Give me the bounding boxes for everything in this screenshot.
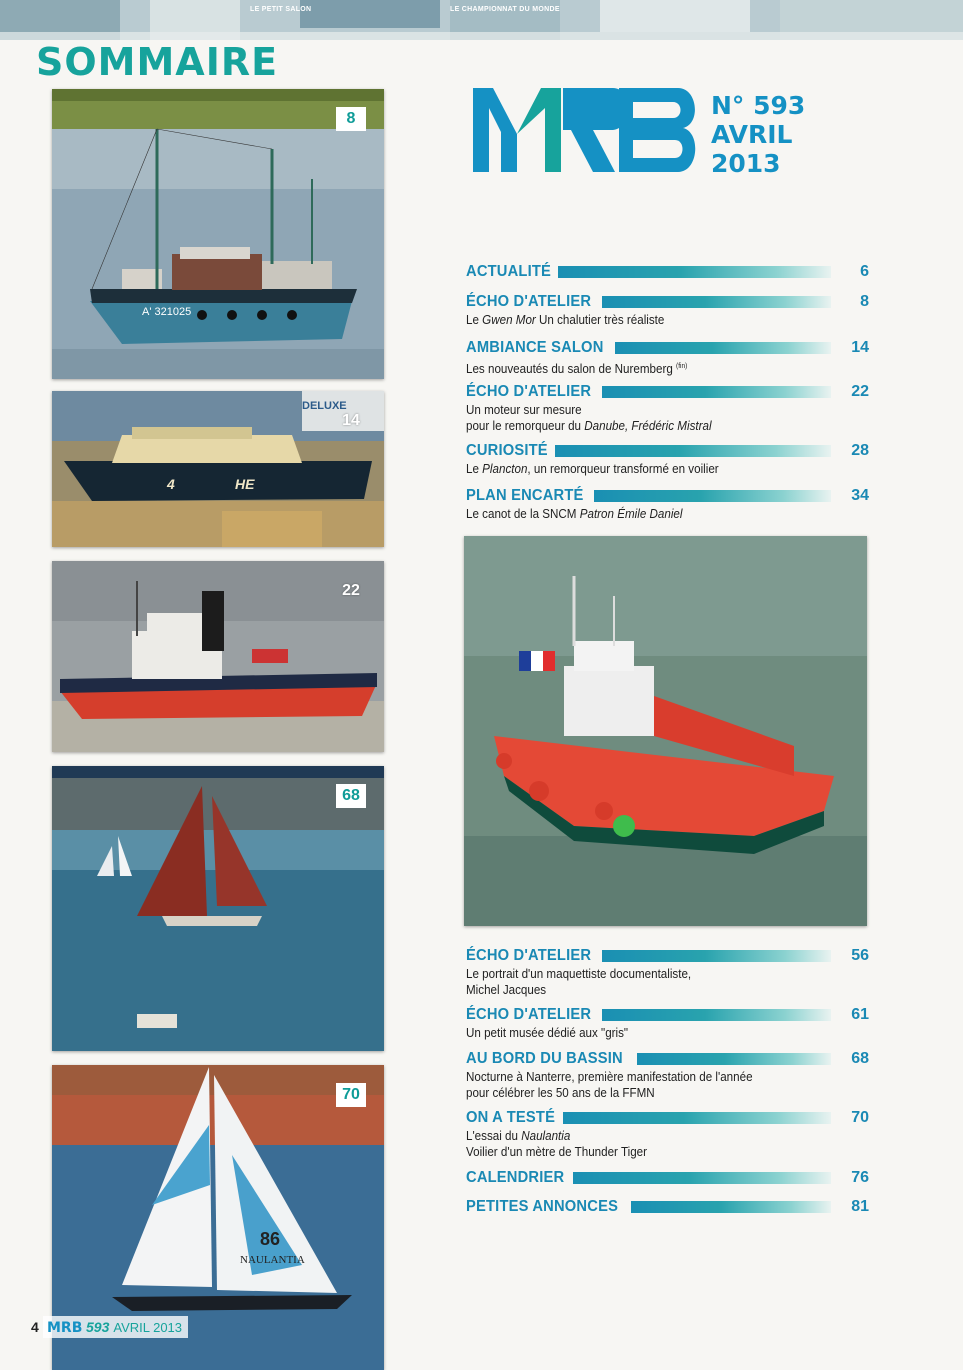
toc-category: PETITES ANNONCES <box>466 1198 619 1215</box>
toc-entry[interactable] <box>466 1108 869 1160</box>
toc-description: Le Plancton, un remorqueur transformé en voilier <box>466 462 719 476</box>
page-badge-68: 68 <box>336 784 366 808</box>
toc-category: ÉCHO D'ATELIER <box>466 947 592 964</box>
toc-category: PLAN ENCARTÉ <box>466 487 584 504</box>
toc-page-number: 14 <box>851 339 869 356</box>
toc-entry[interactable] <box>466 262 869 282</box>
toc-leader-bar <box>602 296 831 308</box>
toc-entry-header <box>466 1108 869 1128</box>
page-badge-14: 14 <box>342 412 360 429</box>
toc-category: ON A TESTÉ <box>466 1109 556 1126</box>
mrb-logo <box>473 88 701 172</box>
toc-description: Nocturne à Nanterre, première manifestation de l'année <box>466 1070 753 1084</box>
toc-page-number: 56 <box>851 947 869 964</box>
toc-entry-header <box>466 441 869 461</box>
footer-logo-text: MRB <box>47 1320 83 1335</box>
toc-entry[interactable] <box>466 1049 869 1101</box>
page-badge-8: 8 <box>336 107 366 131</box>
exhibition-sign: DELUXE <box>302 400 347 412</box>
trawler-image <box>52 89 384 379</box>
toc-entry[interactable] <box>466 1168 869 1188</box>
hull-number: 4 <box>167 476 175 492</box>
toc-leader-bar <box>594 490 831 502</box>
toc-description: Le portrait d'un maquettiste documentaliste, <box>466 967 692 981</box>
footer-mrb-logo <box>47 1319 83 1335</box>
lifeboat-image <box>464 536 867 926</box>
issue-month: AVRIL <box>711 120 793 149</box>
photo-trawler[interactable] <box>52 89 384 379</box>
toc-page-number: 34 <box>851 487 869 504</box>
toc-leader-bar <box>573 1172 831 1184</box>
page-number: 4 <box>31 1319 39 1335</box>
toc-entry-header <box>466 1005 869 1025</box>
toc-entry-header <box>466 1168 869 1188</box>
toc-category: CURIOSITÉ <box>466 442 548 459</box>
toc-category: AU BORD DU BASSIN <box>466 1050 623 1067</box>
toc-description-italic: Danube, Frédéric Mistral <box>584 419 712 433</box>
toc-page-number: 76 <box>851 1169 869 1186</box>
toc-leader-bar <box>558 266 831 278</box>
toc-entry[interactable] <box>466 441 869 477</box>
toc-leader-bar <box>602 950 831 962</box>
toc-description: Le canot de la SNCM Patron Émile Daniel <box>466 507 683 521</box>
toc-description: pour le remorqueur du Danube, Frédéric Mistral <box>466 419 712 433</box>
page-badge-70: 70 <box>336 1083 366 1107</box>
toc-description: Voilier d'un mètre de Thunder Tiger <box>466 1145 648 1159</box>
toc-page-number: 6 <box>860 263 869 280</box>
toc-leader-bar <box>637 1053 831 1065</box>
toc-description: Un petit musée dédié aux "gris" <box>466 1026 629 1040</box>
toc-leader-bar <box>563 1112 831 1124</box>
top-photo-strip <box>0 0 963 40</box>
page-footer <box>31 1316 221 1338</box>
toc-category: ÉCHO D'ATELIER <box>466 383 592 400</box>
footer-badge <box>43 1316 188 1338</box>
toc-leader-bar <box>615 342 831 354</box>
toc-page-number: 8 <box>860 293 869 310</box>
trawler-registration: A' 321025 <box>142 306 192 318</box>
toc-description-italic: Plancton <box>482 462 528 476</box>
toc-entry[interactable] <box>466 946 869 998</box>
sail-name: NAULANTIA <box>240 1254 305 1266</box>
toc-entry[interactable] <box>466 338 869 377</box>
photo-motor-boat[interactable] <box>52 391 384 547</box>
motor-boat-image <box>52 391 384 547</box>
toc-page-number: 22 <box>851 383 869 400</box>
toc-description: pour célébrer les 50 ans de la FFMN <box>466 1086 655 1100</box>
toc-entry[interactable] <box>466 292 869 328</box>
toc-entry-header <box>466 1049 869 1069</box>
toc-leader-bar <box>631 1201 831 1213</box>
issue-info <box>711 91 805 178</box>
pool-sailboats-image <box>52 766 384 1051</box>
toc-category: ÉCHO D'ATELIER <box>466 293 592 310</box>
toc-leader-bar <box>602 1009 831 1021</box>
toc-category: CALENDRIER <box>466 1169 565 1186</box>
toc-entry-header <box>466 946 869 966</box>
strip-caption-2: LE PETIT SALON <box>250 6 312 13</box>
toc-entry-header <box>466 338 869 358</box>
toc-entry-header <box>466 262 869 282</box>
toc-entry[interactable] <box>466 1197 869 1217</box>
toc-entry-header <box>466 382 869 402</box>
issue-number: N° 593 <box>711 91 806 120</box>
toc-leader-bar <box>555 445 831 457</box>
toc-entry-header <box>466 292 869 312</box>
hull-letters: HE <box>235 476 255 492</box>
toc-description: L'essai du Naulantia <box>466 1129 571 1143</box>
photo-lifeboat[interactable] <box>464 536 867 926</box>
toc-page-number: 70 <box>851 1109 869 1126</box>
strip-caption-1: LE CHAMPIONNAT DU MONDE <box>450 6 560 13</box>
footer-issue: 593 <box>86 1319 110 1335</box>
toc-description-italic: Patron Émile Daniel <box>579 507 683 521</box>
toc-leader-bar <box>602 386 831 398</box>
toc-entry[interactable] <box>466 486 869 522</box>
toc-description-note: (fin) <box>676 363 688 370</box>
footer-date: AVRIL 2013 <box>113 1319 183 1335</box>
toc-description: Michel Jacques <box>466 983 547 997</box>
toc-description: Les nouveautés du salon de Nuremberg $^{(fin)}$ <box>466 362 688 377</box>
toc-description: Le Gwen Mor Un chalutier très réaliste <box>466 313 665 327</box>
toc-category: AMBIANCE SALON <box>466 339 604 356</box>
toc-entry[interactable] <box>466 382 869 434</box>
toc-entry[interactable] <box>466 1005 869 1041</box>
tug-image <box>52 561 384 752</box>
toc-page-number: 81 <box>851 1198 869 1215</box>
toc-page-number: 61 <box>851 1006 869 1023</box>
toc-description-italic: Naulantia <box>521 1129 571 1143</box>
toc-category: ÉCHO D'ATELIER <box>466 1006 592 1023</box>
photo-pool-sailboats[interactable] <box>52 766 384 1051</box>
toc-entry-header <box>466 486 869 506</box>
page-title: SOMMAIRE <box>36 40 279 84</box>
toc-page-number: 28 <box>851 442 869 459</box>
toc-page-number: 68 <box>851 1050 869 1067</box>
issue-year: 2013 <box>711 149 781 178</box>
page-badge-22: 22 <box>342 582 360 599</box>
sail-number: 86 <box>260 1229 281 1249</box>
toc-category: ACTUALITÉ <box>466 263 552 280</box>
toc-description: Un moteur sur mesure <box>466 403 582 417</box>
photo-tug[interactable] <box>52 561 384 752</box>
toc-description-italic: Gwen Mor <box>482 313 536 327</box>
toc-entry-header <box>466 1197 869 1217</box>
